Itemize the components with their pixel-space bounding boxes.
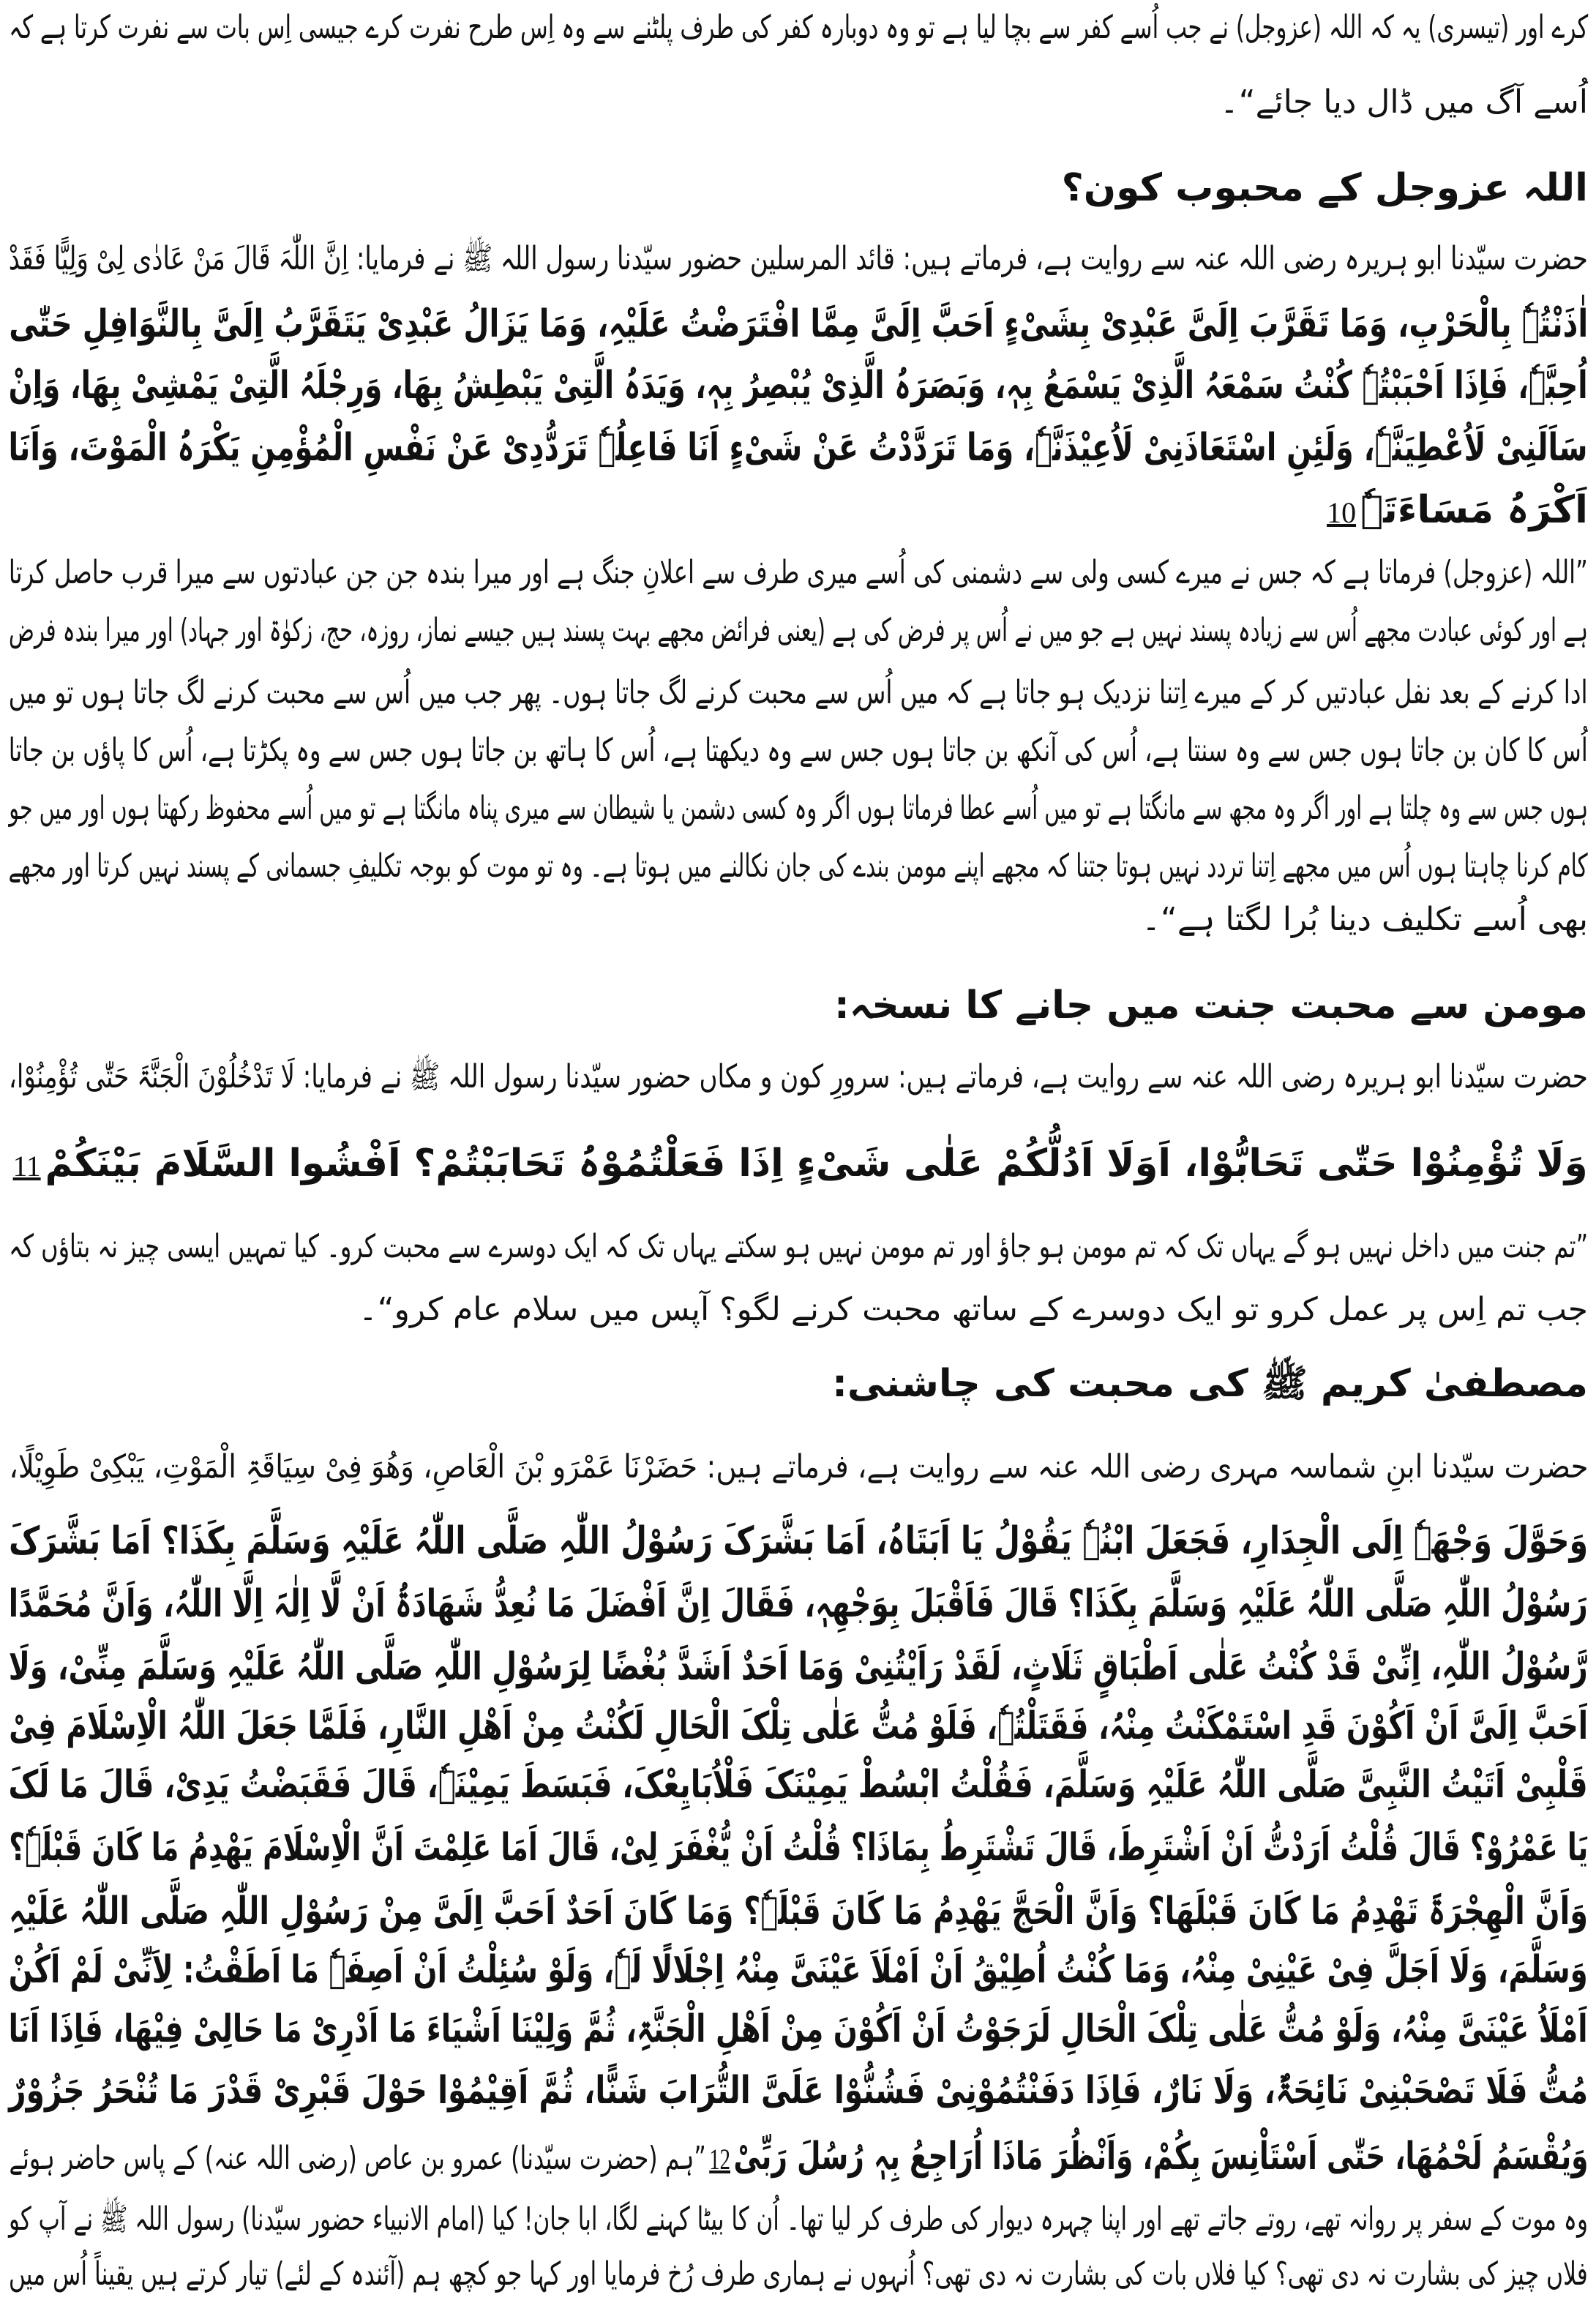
line-content	[359, 1289, 1588, 1330]
line-text: مومن سے محبت جنت میں جانے کا نسخہ:	[834, 984, 1588, 1027]
line-text: وَاَنَّ الْھِجْرَۃَ تَھْدِمُ مَا کَانَ قَبْلَھَا؟ وَاَنَّ الْحَجَّ یَھْدِمُ مَا کَانَ قَبْلَہٗ؟ وَمَا کَانَ اَحَدٌ اَحَبَّ اِلَیَّ مِنْ رَسُوْلِ اللّٰہِ صَلَّی اللّٰہُ عَلَیْہِ	[9, 1889, 1588, 1933]
line-text: سَاَلَنِیْ لَاُعْطِیَنَّہٗ، وَلَئِنِ اسْتَعَاذَنِیْ لَاُعِیْذَنَّہٗ، وَمَا تَرَدَّدْتُ عَنْ شَیْءٍ اَنَا فَاعِلُہٗ تَرَدُّدِیْ عَنْ نَفْسِ الْمُؤْمِنِ یَکْرَہُ الْمَوْتَ، وَاَنَا	[9, 426, 1588, 470]
arabic-text-line	[9, 1517, 1588, 1567]
line-content	[834, 981, 1588, 1031]
line-content	[9, 2198, 1588, 2240]
line-content	[9, 238, 1588, 280]
line-text: یَا عَمْرُوْ؟ قَالَ قُلْتُ اَرَدْتُّ اَنْ اَشْتَرِطَ، قَالَ تَشْتَرِطُ بِمَاذَا؟ قُلْتُ اَنْ یُّغْفَرَ لِیْ، قَالَ اَمَا عَلِمْتَ اَنَّ الْاِسْلَامَ یَھْدِمُ مَا کَانَ قَبْلَہٗ؟	[9, 1826, 1588, 1870]
line-text: وَلَا تُؤْمِنُوْا حَتّٰی تَحَابُّوْا، اَوَلَا اَدُلُّکُمْ عَلٰی شَیْءٍ اِذَا فَعَلْتُمُوْہُ تَحَابَبْتُمْ؟ اَفْشُوا السَّلَامَ بَیْنَکُمْ	[45, 1142, 1589, 1186]
line-content	[1220, 81, 1588, 123]
arabic-text-line	[9, 1761, 1588, 1810]
urdu-text-line	[9, 1056, 1588, 1098]
arabic-text-line	[9, 1139, 1588, 1189]
urdu-text-line	[9, 238, 1588, 280]
line-text: حضرت سیّدنا ابو ہریرہ رضی اللہ عنہ سے روایت ہے، فرماتے ہیں: سرورِ کون و مکاں حضور سیّدنا رسول اللہ ﷺ نے فرمایا: لَا تَدْخُلُوْنَ الْجَنَّۃَ حَتّٰی تُؤْمِنُوْا،	[9, 1058, 1588, 1095]
line-content	[9, 2132, 1588, 2182]
line-text: اَکْرَہُ مَسَاءَتَہٗ	[1360, 488, 1588, 532]
line-text: وَحَوَّلَ وَجْھَہٗ اِلَی الْجِدَارِ، فَجَعَلَ ابْنُہٗ یَقُوْلُ یَا اَبَتَاہُ، اَمَا بَشَّرَکَ رَسُوْلُ اللّٰہِ صَلَّی اللّٰہُ عَلَیْہِ وَسَلَّمَ بِکَذَا؟ اَمَا بَشَّرَکَ	[9, 1519, 1588, 1563]
urdu-text-line	[9, 845, 1588, 887]
line-content	[9, 1056, 1588, 1098]
line-content	[9, 1761, 1588, 1810]
section-heading	[9, 1360, 1588, 1409]
line-content	[9, 1517, 1588, 1567]
line-text: رَسُوْلُ اللّٰہِ صَلَّی اللّٰہُ عَلَیْہِ وَسَلَّمَ بِکَذَا؟ قَالَ فَاَقْبَلَ بِوَجْھِہٖ، فَقَالَ اِنَّ اَفْضَلَ مَا نُعِدُّ شَھَادَۃُ اَنْ لَّا اِلٰہَ اِلَّا اللّٰہُ، وَاَنَّ مُحَمَّدًا	[9, 1582, 1588, 1626]
section-heading	[9, 164, 1588, 214]
arabic-text-line	[9, 486, 1588, 536]
line-content	[9, 424, 1588, 473]
urdu-text-line	[9, 1446, 1588, 1488]
line-content	[1322, 486, 1588, 536]
line-text: جب تم اِس پر عمل کرو تو ایک دوسرے کے ساتھ محبت کرنے لگو؟ آپس میں سلام عام کرو“۔	[359, 1291, 1588, 1328]
arabic-text-line	[9, 1887, 1588, 1937]
arabic-text-line	[9, 1643, 1588, 1693]
line-content	[9, 1226, 1588, 1267]
line-text: اَحَبَّ اِلَیَّ اَنْ اَکُوْنَ قَدِ اسْتَمْکَنْتُ مِنْہُ، فَقَتَلْتُہٗ، فَلَوْ مُتُّ عَلٰی تِلْکَ الْحَالِ لَکُنْتُ مِنْ اَھْلِ النَّارِ، فَلَمَّا جَعَلَ اللّٰہُ الْاِسْلَامَ فِیْ	[9, 1704, 1588, 1748]
line-content	[1142, 899, 1588, 940]
line-text: حضرت سیّدنا ابنِ شماسہ مہری رضی اللہ عنہ سے روایت ہے، فرماتے ہیں: حَضَرْنَا عَمْرَو بْنَ الْعَاصِ، وَھُوَ فِیْ سِیَاقَۃِ الْمَوْتِ، یَبْکِیْ طَوِیْلًا،	[9, 1448, 1588, 1486]
line-text: ”اللہ (عزوجل) فرماتا ہے کہ جس نے میرے کسی ولی سے دشمنی کی اُسے میری طرف سے اعلانِ جنگ ہے اور میرا بندہ جن جن عبادتوں سے میرا قرب حاصل کرتا	[9, 554, 1588, 591]
urdu-text-line	[9, 730, 1588, 771]
line-text: رَّسُوْلُ اللّٰہِ، اِنِّیْ قَدْ کُنْتُ عَلٰی اَطْبَاقٍ ثَلَاثٍ، لَقَدْ رَاَیْتُنِیْ وَمَا اَحَدٌ اَشَدَّ بُغْضًا لِرَسُوْلِ اللّٰہِ صَلَّی اللّٰہُ عَلَیْہِ وَسَلَّمَ مِنِّیْ، وَلَا	[9, 1645, 1588, 1689]
line-text: ”تم جنت میں داخل نہیں ہو گے یہاں تک کہ تم مومن ہو جاؤ اور تم مومن نہیں ہو سکتے یہاں تک کہ ایک دوسرے سے محبت کرو۔ کیا تمہیں ایسی چیز نہ بتاؤں کہ	[9, 1228, 1588, 1265]
line-content	[9, 2253, 1588, 2295]
urdu-text-line	[9, 552, 1588, 593]
line-text: وَسَلَّمَ، وَلَا اَجَلَّ فِیْ عَیْنِیْ مِنْہُ، وَمَا کُنْتُ اُطِیْقُ اَنْ اَمْلَاَ عَیْنَیَّ مِنْہُ اِجْلَالًا لَہٗ، وَلَوْ سُئِلْتُ اَنْ اَصِفَہٗ مَا اَطَقْتُ: لِاَنِّیْ لَمْ اَکُنْ	[9, 1948, 1588, 1992]
line-content	[9, 1887, 1588, 1937]
line-content	[832, 1360, 1588, 1409]
arabic-text-line	[9, 1824, 1588, 1873]
line-text: اُحِبَّہٗ، فَاِذَا اَحْبَبْتُہٗ کُنْتُ سَمْعَہُ الَّذِیْ یَسْمَعُ بِہٖ، وَبَصَرَہُ الَّذِیْ یُبْصِرُ بِہٖ، وَیَدَہُ الَّتِیْ یَبْطِشُ بِھَا، وَرِجْلَہُ الَّتِیْ یَمْشِیْ بِھَا، وَاِنْ	[9, 364, 1588, 408]
line-content	[9, 1702, 1588, 1752]
line-text-after: ”ہم (حضرت سیّدنا) عمرو بن عاص (رضی اللہ عنہ) کے پاس حاضر ہوئے	[9, 2140, 706, 2177]
urdu-text-line	[9, 7, 1588, 48]
arabic-text-line	[9, 2005, 1588, 2055]
line-content	[9, 1446, 1588, 1488]
arabic-text-line	[9, 362, 1588, 411]
line-text: مصطفیٰ کریم ﷺ کی محبت کی چاشنی:	[832, 1362, 1588, 1406]
line-text: مُتُّ فَلَا تَصْحَبْنِیْ نَائِحَۃٌ، وَلَا نَارٌ، فَاِذَا دَفَنْتُمُوْنِیْ فَشُنُّوْا عَلَیَّ التُّرَابَ شَنًّا، ثُمَّ اَقِیْمُوْا حَوْلَ قَبْرِیْ قَدْرَ مَا تُنْحَرُ جَزُوْرٌ	[9, 2069, 1588, 2113]
line-text: وہ موت کے سفر پر روانہ تھے، روتے جاتے تھے اور اپنا چہرہ دیوار کی طرف کر لیا تھا۔ اُن کا بیٹا کہنے لگا، ابا جان! کیا (امام الانبیاء حضور سیّدنا) رسول اللہ ﷺ نے آپ کو	[9, 2200, 1588, 2238]
line-text: فلاں چیز کی بشارت نہ دی تھی؟ کیا فلاں بات کی بشارت نہ دی تھی؟ اُنہوں نے ہماری طرف رُخ فرمایا اور کہا جو کچھ ہم (آئندہ کے لئے) تیار کرتے ہیں یقیناً اُس میں	[9, 2255, 1588, 2293]
urdu-text-line	[9, 2198, 1588, 2240]
line-text: اٰذَنْتُہٗ بِالْحَرْبِ، وَمَا تَقَرَّبَ اِلَیَّ عَبْدِیْ بِشَیْءٍ اَحَبَّ اِلَیَّ مِمَّا افْتَرَضْتُ عَلَیْہِ، وَمَا یَزَالُ عَبْدِیْ یَتَقَرَّبُ اِلَیَّ بِالنَّوَافِلِ حَتّٰی	[9, 302, 1588, 346]
line-content	[9, 672, 1588, 713]
urdu-text-line	[9, 672, 1588, 713]
line-text: اللہ عزوجل کے محبوب کون؟	[1061, 166, 1588, 210]
line-content	[9, 7, 1588, 48]
line-content	[9, 1580, 1588, 1630]
arabic-text-line	[9, 1702, 1588, 1752]
arabic-text-line	[9, 2067, 1588, 2116]
line-content	[9, 552, 1588, 593]
line-text: حضرت سیّدنا ابو ہریرہ رضی اللہ عنہ سے روایت ہے، فرماتے ہیں: قائد المرسلین حضور سیّدنا رسول اللہ ﷺ نے فرمایا: اِنَّ اللّٰہَ قَالَ مَنْ عَادٰی لِیْ وَلِیًّا فَقَدْ	[9, 240, 1588, 277]
line-content	[9, 730, 1588, 771]
line-content	[9, 1824, 1588, 1873]
line-text: بھی اُسے تکلیف دینا بُرا لگتا ہے“۔	[1142, 901, 1588, 938]
arabic-text-line	[9, 300, 1588, 350]
line-content	[9, 362, 1588, 411]
line-content	[9, 2067, 1588, 2116]
urdu-text-line	[9, 610, 1588, 651]
line-text: قَلْبِیْ اَتَیْتُ النَّبِیَّ صَلَّی اللّٰہُ عَلَیْہِ وَسَلَّمَ، فَقُلْتُ ابْسُطْ یَمِیْنَکَ فَلْاُبَایِعْکَ، فَبَسَطَ یَمِیْنَہٗ، قَالَ فَقَبَضْتُ یَدِیْ، قَالَ مَا لَکَ	[9, 1763, 1588, 1807]
line-text: کام کرنا چاہتا ہوں اُس میں مجھے اِتنا تردد نہیں ہوتا جتنا کہ مجھے اپنے مومن بندے کی جان نکالنے میں ہوتا ہے۔ وہ تو موت کو بوجہ تکلیفِ جسمانی کے پسند نہیں کرتا اور مجھے	[9, 847, 1588, 885]
line-text: ہے اور کوئی عبادت مجھے اُس سے زیادہ پسند نہیں ہے جو میں نے اُس پر فرض کی ہے (یعنی فرائض مجھے بہت پسند ہیں جیسے نماز، روزہ، حج، زکوٰۃ اور جہاد) اور میرا بندہ فرض	[9, 612, 1588, 649]
urdu-text-line	[9, 2253, 1588, 2295]
line-text: اُس کا کان بن جاتا ہوں جس سے وہ سنتا ہے، اُس کی آنکھ بن جاتا ہوں جس سے وہ دیکھتا ہے، اُس کا ہاتھ بن جاتا ہوں جس سے وہ پکڑتا ہے، اُس کا پاؤں بن جاتا	[9, 732, 1588, 769]
line-content	[1062, 164, 1588, 214]
arabic-text-line	[9, 1580, 1588, 1630]
line-content	[9, 300, 1588, 350]
line-content	[9, 787, 1588, 829]
arabic-text-line	[9, 424, 1588, 473]
line-text: اَمْلَاُ عَیْنَیَّ مِنْہُ، وَلَوْ مُتُّ عَلٰی تِلْکَ الْحَالِ لَرَجَوْتُ اَنْ اَکُوْنَ مِنْ اَھْلِ الْجَنَّۃِ، ثُمَّ وَلِیْنَا اَشْیَاءَ مَا اَدْرِیْ مَا حَالِیْ فِیْھَا، فَاِذَا اَنَا	[9, 2007, 1588, 2051]
line-content	[9, 610, 1588, 651]
line-content	[9, 2005, 1588, 2055]
footnote-marker[interactable]: 11	[12, 1150, 41, 1183]
urdu-text-line	[9, 81, 1588, 123]
urdu-text-line	[9, 1289, 1588, 1330]
section-heading	[9, 981, 1588, 1031]
line-content	[9, 845, 1588, 887]
urdu-text-line	[9, 787, 1588, 829]
line-content	[9, 1139, 1588, 1189]
footnote-marker[interactable]: 12	[708, 2143, 730, 2176]
line-text: اُسے آگ میں ڈال دیا جائے“۔	[1220, 83, 1588, 121]
line-content	[9, 1643, 1588, 1693]
urdu-text-line	[9, 1226, 1588, 1267]
line-text: کرے اور (تیسری) یہ کہ اللہ (عزوجل) نے جب اُسے کفر سے بچا لیا ہے تو وہ دوبارہ کفر کی طرف پلٹنے سے وہ اِس طرح نفرت کرے جیسی اِس بات سے نفرت کرتا ہے کہ	[9, 9, 1588, 46]
footnote-marker[interactable]: 10	[1327, 496, 1357, 529]
arabic-text-line	[9, 2132, 1588, 2182]
arabic-text-line	[9, 1946, 1588, 1996]
line-text: ادا کرنے کے بعد نفل عبادتیں کر کے میرے اِتنا نزدیک ہو جاتا ہے کہ میں اُس سے محبت کرنے لگ جاتا ہوں۔ پھر جب میں اُس سے محبت کرنے لگ جاتا ہوں تو میں	[9, 674, 1588, 711]
line-content	[9, 1946, 1588, 1996]
urdu-text-line	[9, 899, 1588, 940]
line-text: وَیُقْسَمُ لَحْمُھَا، حَتّٰی اَسْتَاْنِسَ بِکُمْ، وَاَنْظُرَ مَاذَا اُرَاجِعُ بِہٖ رُسُلَ رَبِّیْ	[733, 2135, 1588, 2179]
line-text: ہوں جس سے وہ چلتا ہے اور اگر وہ مجھ سے مانگتا ہے تو میں اُسے عطا فرماتا ہوں اگر وہ کسی دشمن یا شیطان سے میری پناہ مانگتا ہے تو میں اُسے محفوظ رکھتا ہوں اور میں جو	[9, 790, 1588, 827]
